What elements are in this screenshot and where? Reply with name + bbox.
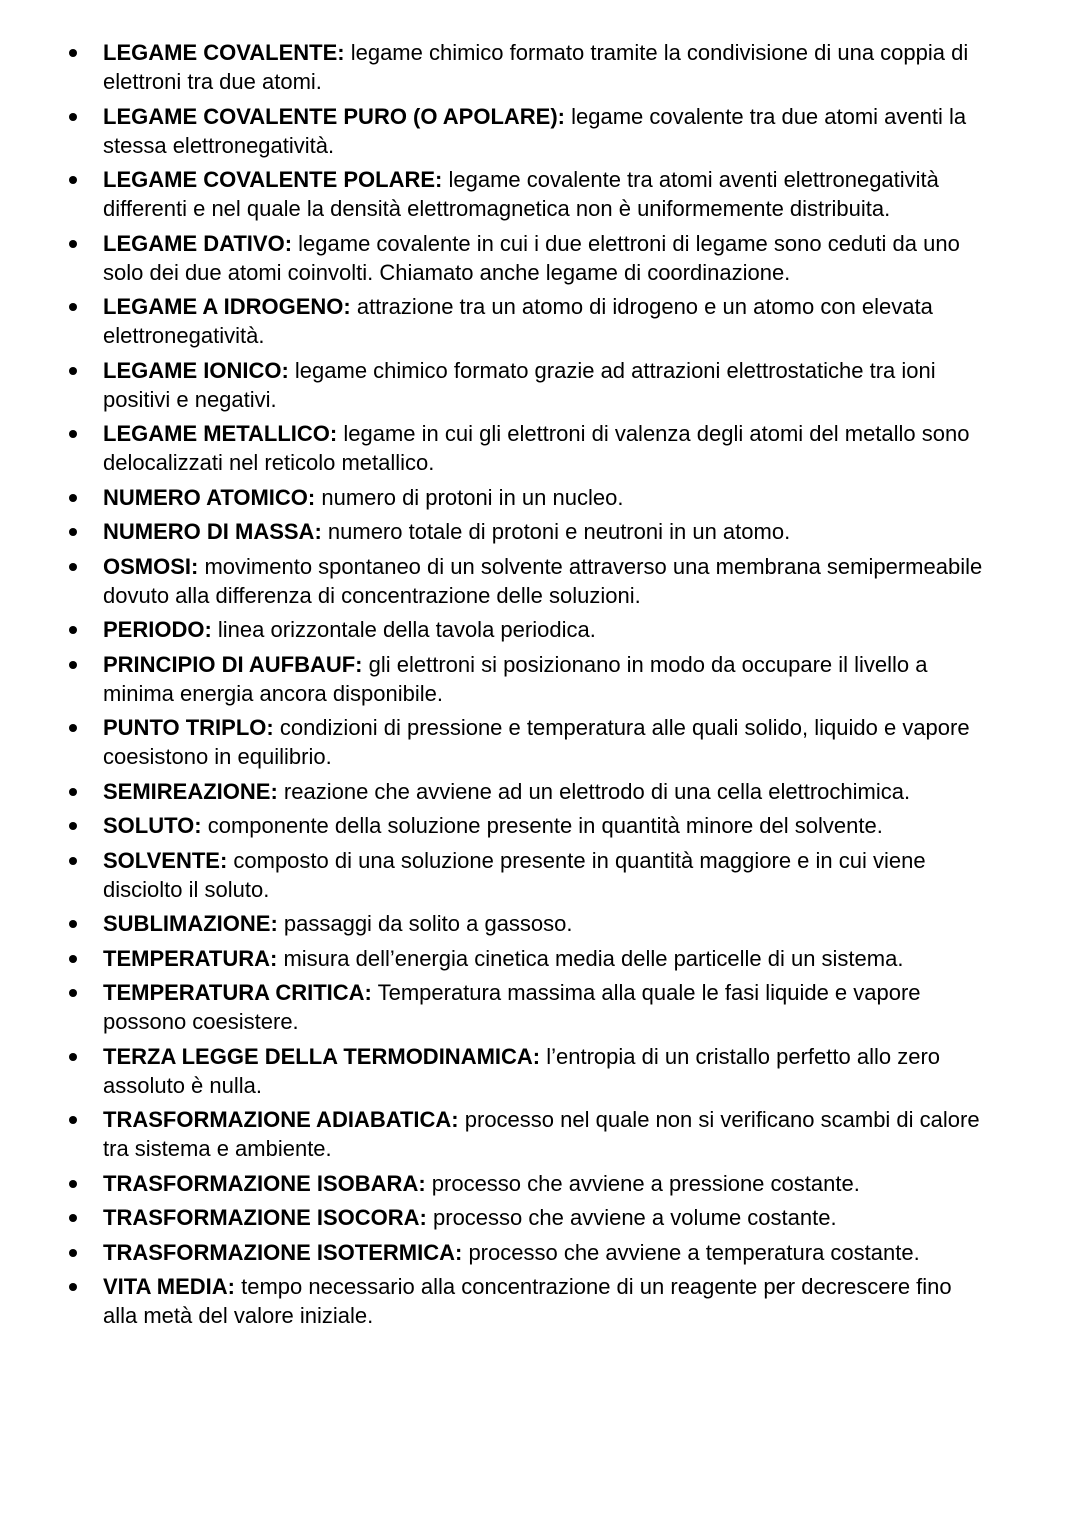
bullet-icon xyxy=(69,494,77,502)
bullet-icon xyxy=(69,822,77,830)
entry-term: OSMOSI: xyxy=(103,553,199,579)
entry-term: TERZA LEGGE DELLA TERMODINAMICA: xyxy=(103,1043,541,1069)
entry-definition: movimento spontaneo di un solvente attraverso una membrana semipermeabile dovuto alla differenza di concentrazione delle soluzioni. xyxy=(103,553,983,608)
entry-definition: processo nel quale non si verificano scambi di calore tra sistema e ambiente. xyxy=(103,1107,980,1161)
glossary-entry xyxy=(0,650,1080,708)
entry-definition: processo che avviene a volume costante. xyxy=(426,1205,837,1230)
glossary-entry xyxy=(0,483,1080,512)
bullet-icon xyxy=(69,367,77,375)
glossary-entry xyxy=(0,1042,1080,1100)
glossary-entry xyxy=(0,229,1080,287)
bullet-icon xyxy=(69,430,77,438)
entry-term: NUMERO DI MASSA: xyxy=(103,519,322,544)
entry-term: LEGAME COVALENTE: xyxy=(103,40,345,65)
entry-term: PRINCIPIO DI AUFBAUF: xyxy=(103,651,363,677)
glossary-entry xyxy=(0,356,1080,414)
glossary-entry xyxy=(0,777,1080,806)
entry-term: VITA MEDIA: xyxy=(103,1274,235,1299)
bullet-icon xyxy=(69,955,77,963)
entry-term: PERIODO: xyxy=(103,617,212,642)
entry-term: LEGAME METALLICO: xyxy=(103,421,338,446)
glossary-entry xyxy=(0,713,1080,771)
glossary-entry xyxy=(0,1203,1080,1232)
entry-definition: legame chimico formato grazie ad attrazioni elettrostatiche tra ioni positivi e negativi. xyxy=(103,357,936,412)
bullet-icon xyxy=(69,920,77,928)
bullet-icon xyxy=(69,626,77,634)
entry-definition: numero totale di protoni e neutroni in un atomo. xyxy=(321,519,791,544)
glossary-entry xyxy=(0,292,1080,350)
entry-term: LEGAME COVALENTE PURO (O APOLARE): xyxy=(103,103,565,129)
entry-term: SEMIREAZIONE: xyxy=(103,778,278,804)
glossary-entry xyxy=(0,1105,1080,1163)
bullet-icon xyxy=(69,176,77,184)
bullet-icon xyxy=(69,1214,77,1222)
bullet-icon xyxy=(69,563,77,571)
bullet-icon xyxy=(69,661,77,669)
bullet-icon xyxy=(69,1053,77,1061)
glossary-entry xyxy=(0,846,1080,904)
bullet-icon xyxy=(69,113,77,121)
entry-term: SOLUTO: xyxy=(103,813,202,838)
entry-definition: numero di protoni in un nucleo. xyxy=(315,484,624,510)
bullet-icon xyxy=(69,49,77,57)
entry-definition: legame covalente tra atomi aventi elettronegatività differenti e nel quale la densità elettromagnetica non è uniformemente distribuita. xyxy=(103,167,939,221)
entry-definition: gli elettroni si posizionano in modo da occupare il livello a minima energia ancora disponibile. xyxy=(103,651,928,706)
entry-definition: legame chimico formato tramite la condivisione di una coppia di elettroni tra due atomi. xyxy=(103,40,969,94)
entry-definition: legame in cui gli elettroni di valenza degli atomi del metallo sono delocalizzati nel reticolo metallico. xyxy=(103,421,970,475)
entry-term: LEGAME IONICO: xyxy=(103,357,289,383)
entry-term: LEGAME A IDROGENO: xyxy=(103,294,351,319)
bullet-icon xyxy=(69,788,77,796)
glossary-entry xyxy=(0,38,1080,96)
entry-definition: Temperatura massima alla quale le fasi liquide e vapore possono coesistere. xyxy=(103,980,921,1034)
glossary-entry xyxy=(0,165,1080,223)
entry-definition: legame covalente in cui i due elettroni di legame sono ceduti da uno solo dei due atomi coinvolti. Chiamato anche legame di coordinazione. xyxy=(103,230,960,285)
entry-definition: linea orizzontale della tavola periodica. xyxy=(211,617,596,642)
entry-term: TRASFORMAZIONE ADIABATICA: xyxy=(103,1107,459,1132)
bullet-icon xyxy=(69,1283,77,1291)
glossary-list xyxy=(0,38,1080,1336)
entry-definition: l’entropia di un cristallo perfetto allo zero assoluto è nulla. xyxy=(103,1043,941,1098)
entry-term: SOLVENTE: xyxy=(103,847,228,873)
glossary-entry xyxy=(0,909,1080,938)
entry-definition: passaggi da solito a gassoso. xyxy=(277,911,573,936)
glossary-entry xyxy=(0,811,1080,840)
glossary-entry xyxy=(0,615,1080,644)
entry-definition: composto di una soluzione presente in quantità maggiore e in cui viene disciolto il soluto. xyxy=(103,847,926,902)
entry-definition: tempo necessario alla concentrazione di un reagente per decrescere fino alla metà del valore iniziale. xyxy=(103,1274,952,1328)
entry-definition: attrazione tra un atomo di idrogeno e un atomo con elevata elettronegatività. xyxy=(103,294,933,348)
entry-term: TEMPERATURA CRITICA: xyxy=(103,980,372,1005)
entry-definition: processo che avviene a pressione costante. xyxy=(425,1170,860,1196)
glossary-entry xyxy=(0,1272,1080,1330)
entry-definition: legame covalente tra due atomi aventi la stessa elettronegatività. xyxy=(103,103,967,158)
entry-term: TRASFORMAZIONE ISOCORA: xyxy=(103,1205,427,1230)
glossary-entry xyxy=(0,1169,1080,1198)
glossary-entry xyxy=(0,944,1080,973)
entry-term: PUNTO TRIPLO: xyxy=(103,715,274,740)
entry-term: TEMPERATURA: xyxy=(103,945,278,971)
bullet-icon xyxy=(69,240,77,248)
entry-term: LEGAME DATIVO: xyxy=(103,230,293,256)
bullet-icon xyxy=(69,303,77,311)
entry-definition: condizioni di pressione e temperatura alle quali solido, liquido e vapore coesistono in equilibrio. xyxy=(103,715,970,769)
entry-term: LEGAME COVALENTE POLARE: xyxy=(103,167,443,192)
glossary-entry xyxy=(0,102,1080,160)
entry-term: TRASFORMAZIONE ISOBARA: xyxy=(103,1170,426,1196)
entry-definition: processo che avviene a temperatura costante. xyxy=(462,1239,920,1265)
entry-definition: reazione che avviene ad un elettrodo di una cella elettrochimica. xyxy=(277,778,911,804)
entry-definition: misura dell’energia cinetica media delle particelle di un sistema. xyxy=(277,945,904,971)
glossary-entry xyxy=(0,517,1080,546)
bullet-icon xyxy=(69,857,77,865)
glossary-entry xyxy=(0,978,1080,1036)
entry-definition: componente della soluzione presente in quantità minore del solvente. xyxy=(201,813,883,838)
bullet-icon xyxy=(69,724,77,732)
entry-term: TRASFORMAZIONE ISOTERMICA: xyxy=(103,1239,463,1265)
bullet-icon xyxy=(69,528,77,536)
entry-term: NUMERO ATOMICO: xyxy=(103,484,316,510)
entry-term: SUBLIMAZIONE: xyxy=(103,911,278,936)
glossary-entry xyxy=(0,552,1080,610)
glossary-entry xyxy=(0,419,1080,477)
bullet-icon xyxy=(69,1249,77,1257)
bullet-icon xyxy=(69,1180,77,1188)
bullet-icon xyxy=(69,1116,77,1124)
bullet-icon xyxy=(69,989,77,997)
glossary-entry xyxy=(0,1238,1080,1267)
